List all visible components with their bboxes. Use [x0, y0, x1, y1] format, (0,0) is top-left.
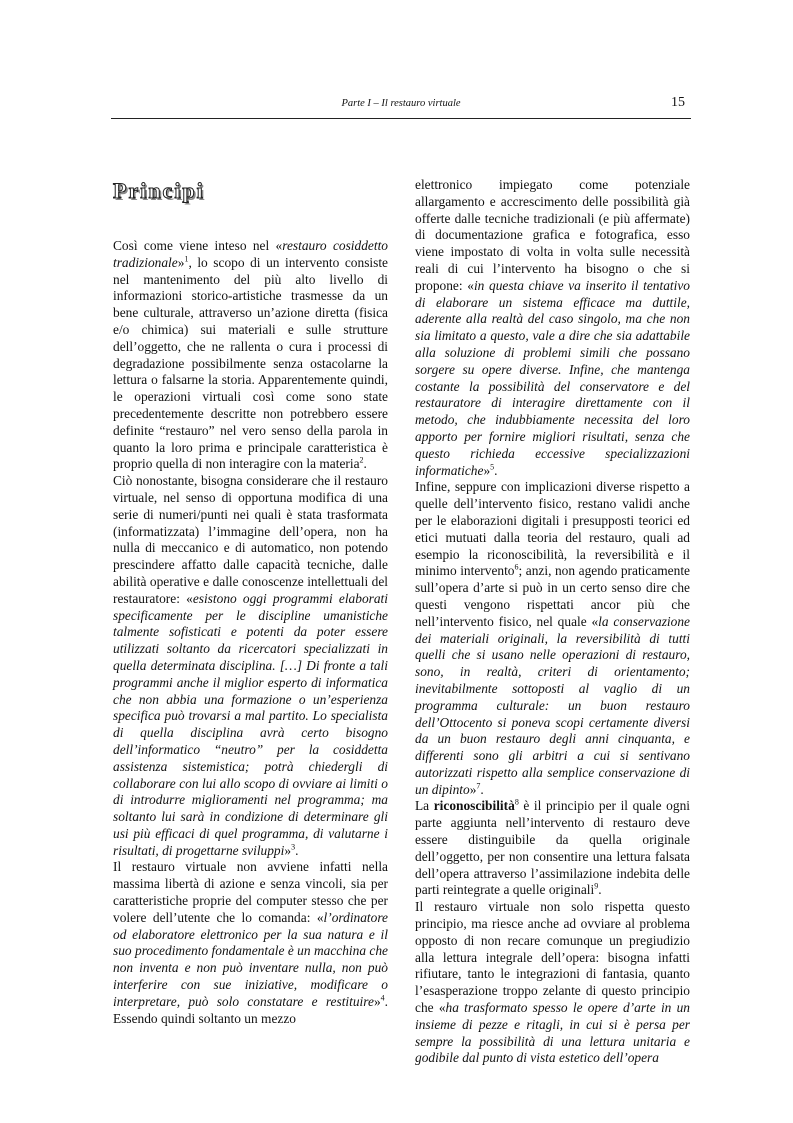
paragraph-nonostante — [113, 473, 388, 859]
text: » — [483, 462, 491, 478]
text: Il restauro virtuale non solo rispetta questo principio, ma riesce anche ad ovviare al problema opposto di non recare comunque un pregiudizio alla lettura integrale dell’opera: bisogna infatti rifiutare, tanto le integrazioni di fantasia, quanto l’esasperazione troppo zelante di questo principio che « — [415, 899, 690, 1016]
footnote-ref: 5 — [490, 462, 495, 472]
text: » — [177, 254, 185, 270]
text: » — [469, 781, 477, 797]
quote-text: in questa chiave va inserito il tentativo di elaborare un sistema efficace ma duttile, aderente alla realtà del caso singolo, ma che non sia limitato a questo, vale a dire che sia adattabile alla soluzione di problemi simili che possano sorgere su opere diverse. Infine, che mantenga costante la possibilità del conservatore e del restauratore di interagire direttamente con il metodo, che indubbiamente necessita del loro apporto per fornire migliori risultati, senza che questo richieda eccessive specializzazioni informatiche — [415, 277, 690, 478]
footnote-ref: 3 — [291, 842, 296, 852]
footnote-ref: 2 — [359, 455, 364, 465]
quote-text: restauro cosiddetto tradizionale — [113, 238, 388, 270]
text: . — [480, 781, 484, 797]
text: ; anzi, non agendo praticamente sull’opera d’arte si può in un certo senso dire che questi vengono rispettati ancor più che nell’intervento fisico, nel quale « — [415, 563, 690, 629]
text: elettronico impiegato come potenziale allargamento e accrescimento delle possibilità già offerte dalle tecniche tradizionali (e più affermate) di documentazione grafica e fotografica, esso viene impostato di volta in volta sulle necessità reali di cui l’intervento ha bisogno o che si propone: « — [415, 177, 690, 293]
page-header — [111, 94, 691, 119]
section-title: Principi — [113, 178, 205, 203]
footnote-ref: 1 — [184, 254, 189, 264]
footnote-ref: 6 — [514, 562, 519, 572]
text: . — [494, 462, 498, 478]
paragraph-riconoscibilita — [415, 798, 690, 899]
quote-text: la conservazione dei materiali originali, la reversibilità di tutti quelli che si usano nelle operazioni di restauro, sono, in realtà, criteri di orientamento; inevitabilmente sottoposti al vaglio di un programma culturale: un buon restauro dell’Ottocento si poneva scopi certamente diversi da un buon restauro degli anni cinquanta, e differenti sono gli arbitri a cui si sentivano autorizzati rispetto alla semplice conservazione di un dipinto — [415, 613, 690, 797]
quote-text: l’ordinatore od elaboratore elettronico per la sua natura e il suo procedimento fondamentale è un macchina che non inventa e non può inventare nulla, non può interferire con sue iniziative, modificare o interpretare, può solo constatare e restituire — [113, 909, 388, 1009]
quote-text: esistono oggi programmi elaborati specificamente per le discipline umanistiche talmente sofisticati e potenti da poter essere utilizzati soltanto da ricercatori specializzati in quella determinata disciplina. […] Di fronte a tali programmi anche il miglior esperto di informatica che non abbia una formazione o un’esperienza specifica può trovarsi a mal partito. Lo specialista di quella disciplina avrà certo bisogno dell’informatico “neutro” per la cosiddetta assistenza sistemistica; potrà chiedergli di collaborare con lui allo scopo di ovviare ai limiti o di introdurre miglioramenti nel programma; ma soltanto lui sarà in condizione di determinare gli usi più efficaci di quel programma, di valutarne i risultati, di progettarne sviluppi — [113, 590, 388, 858]
right-column — [415, 177, 690, 1067]
quote-text: ha trasformato spesso le opere d’arte in un insieme di pezze e ritagli, in cui si è persa per sempre la possibilità di una lettura unitaria e godibile dal punto di vista estetico dell’opera — [415, 1000, 690, 1066]
text: . — [295, 842, 299, 858]
text: Infine, seppure con implicazioni diverse rispetto a quelle dell’intervento fisico, restano validi anche per le elaborazioni digitali i presupposti teorici ed etici mutuati dalla teoria del restauro, quali ad esempio la riconoscibilità, la reversibilità e il minimo intervento — [415, 479, 690, 579]
paragraph-infine — [415, 479, 690, 798]
page-number: 15 — [671, 95, 685, 110]
text: è il principio per il quale ogni parte aggiunta nell’intervento di restauro deve essere distinguibile da quella originale dell’oggetto, per non consentire una lettura falsata dell’opera attraverso l’assimilazione indebita delle parti reintegrate a quelle originali — [415, 798, 690, 898]
paragraph-vincoli — [113, 859, 388, 1027]
paragraph-restauro-virtuale — [415, 899, 690, 1067]
text: . — [363, 456, 367, 472]
footnote-ref: 8 — [514, 798, 519, 808]
text: Il restauro virtuale non avviene infatti nella massima libertà di azione e senza vincoli, sia per caratteristiche proprie del computer stesso che per volere dell’utente che lo comanda: « — [113, 859, 388, 925]
text: La — [415, 798, 434, 814]
text: Così come viene inteso nel « — [113, 238, 283, 253]
paragraph-mezzo — [415, 177, 690, 479]
bold-term: riconoscibilità — [433, 798, 515, 814]
text: . Essendo quindi soltanto un mezzo — [113, 993, 388, 1026]
text: Ciò nonostante, bisogna considerare che il restauro virtuale, nel senso di opportuna modifica di una serie di numeri/punti nei quali è stata trasformata (informatizzata) l’immagine dell’opera, non ha nulla di meccanico e di automatico, non potendo prescindere affatto dalle capacità tecniche, dalle abilità operative e dalle conoscenze intellettuali del restauratore: « — [113, 473, 388, 606]
left-column — [113, 238, 388, 1027]
running-head: Parte I – Il restauro virtuale — [341, 98, 461, 109]
footnote-ref: 4 — [380, 993, 385, 1003]
text: , lo scopo di un intervento consiste nel mantenimento del più alto livello di informazioni storico-artistiche trasmesse da un bene culturale, attraverso un’azione diretta (fisica e/o chimica) sui materiali e sulle strutture dell’oggetto, che ne rallenta o cura i processi di degradazione possibilmente senza ostacolarne la lettura o falsarne la storia. Apparentemente quindi, le operazioni virtuali così come sono state precedentemente descritte non potrebbero essere definite “restauro” nel vero senso della parola in quanto la loro prima e principale caratteristica è proprio quella di non interagire con la materia — [113, 254, 388, 472]
text: » — [373, 993, 381, 1009]
footnote-ref: 7 — [476, 781, 481, 791]
text: » — [284, 842, 292, 858]
text: . — [598, 882, 602, 898]
footnote-ref: 9 — [594, 882, 599, 891]
paragraph-definition — [113, 238, 388, 473]
